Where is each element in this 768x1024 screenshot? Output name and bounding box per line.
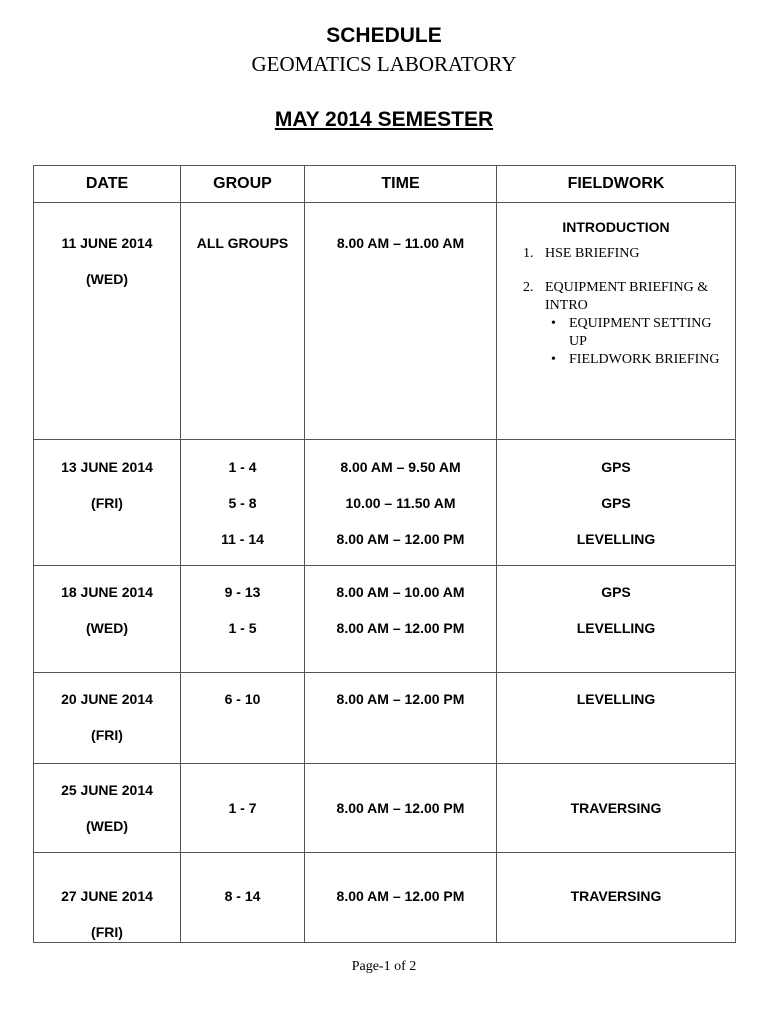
date-text: 11 JUNE 2014 — [61, 235, 153, 251]
time-cell — [305, 203, 497, 440]
fieldwork-text: TRAVERSING — [570, 888, 662, 904]
fieldwork-cell — [497, 673, 736, 764]
header-time: TIME — [305, 166, 497, 203]
header-group: GROUP — [181, 166, 305, 203]
sub-list-item-text: EQUIPMENT SETTING UP — [569, 316, 712, 349]
group-text: ALL GROUPS — [196, 235, 289, 251]
bullet-icon: • — [551, 316, 556, 331]
sub-list-item-text: FIELDWORK BRIEFING — [569, 352, 720, 367]
time-cell — [305, 764, 497, 853]
group-cell — [181, 764, 305, 853]
time-text: 8.00 AM – 12.00 PM — [336, 800, 465, 816]
list-item — [523, 279, 729, 315]
list-number: 2. — [523, 280, 534, 295]
list-number: 1. — [523, 246, 534, 261]
group-cell — [181, 673, 305, 764]
group-text: 9 - 13 — [224, 584, 261, 600]
table-row — [34, 673, 736, 764]
time-text: 8.00 AM – 12.00 PM — [336, 620, 465, 636]
semester-heading — [0, 108, 768, 132]
fieldwork-cell — [497, 566, 736, 673]
schedule-table — [33, 165, 736, 943]
fieldwork-cell — [497, 203, 736, 440]
table-row — [34, 566, 736, 673]
date-text: 20 JUNE 2014 — [61, 691, 153, 707]
list-item — [523, 245, 729, 263]
date-cell — [34, 440, 181, 566]
fieldwork-list — [523, 245, 729, 369]
fieldwork-cell — [497, 440, 736, 566]
fieldwork-cell — [497, 764, 736, 853]
time-cell — [305, 853, 497, 943]
time-cell — [305, 566, 497, 673]
group-text: 1 - 5 — [228, 620, 257, 636]
group-cell — [181, 566, 305, 673]
day-text: (FRI) — [91, 495, 123, 511]
time-cell — [305, 440, 497, 566]
day-text: (FRI) — [91, 727, 123, 743]
fieldwork-text: GPS — [601, 584, 631, 600]
sub-list-item — [523, 351, 729, 369]
table-row — [34, 764, 736, 853]
time-cell — [305, 673, 497, 764]
date-cell — [34, 764, 181, 853]
date-cell — [34, 566, 181, 673]
list-item-text: HSE BRIEFING — [545, 246, 640, 261]
time-text: 8.00 AM – 10.00 AM — [336, 584, 465, 600]
list-item-text: EQUIPMENT BRIEFING & INTRO — [545, 280, 709, 313]
day-text: (WED) — [86, 271, 128, 287]
time-text: 10.00 – 11.50 AM — [345, 495, 456, 511]
date-text: 27 JUNE 2014 — [61, 888, 153, 904]
semester-heading-text: MAY 2014 SEMESTER — [274, 108, 494, 131]
group-text: 1 - 4 — [228, 459, 257, 475]
header-fieldwork: FIELDWORK — [497, 166, 736, 203]
group-cell — [181, 203, 305, 440]
group-text: 11 - 14 — [221, 531, 264, 547]
time-text: 8.00 AM – 12.00 PM — [336, 531, 465, 547]
fieldwork-text: LEVELLING — [576, 620, 656, 636]
group-cell — [181, 440, 305, 566]
time-text: 8.00 AM – 9.50 AM — [340, 459, 461, 475]
time-text: 8.00 AM – 12.00 PM — [336, 888, 465, 904]
date-cell — [34, 853, 181, 943]
fieldwork-text: GPS — [601, 495, 631, 511]
fieldwork-text: LEVELLING — [576, 531, 656, 547]
date-cell — [34, 673, 181, 764]
fieldwork-text: LEVELLING — [576, 691, 656, 707]
page-footer: Page-1 of 2 — [351, 959, 417, 974]
table-row — [34, 440, 736, 566]
table-header-row — [34, 166, 736, 203]
fieldwork-text: TRAVERSING — [570, 800, 662, 816]
table-row — [34, 853, 736, 943]
header-date: DATE — [34, 166, 181, 203]
time-text: 8.00 AM – 11.00 AM — [336, 235, 465, 251]
table-row — [34, 203, 736, 440]
group-text: 8 - 14 — [224, 888, 261, 904]
group-text: 5 - 8 — [228, 495, 257, 511]
group-cell — [181, 853, 305, 943]
date-text: 25 JUNE 2014 — [61, 782, 153, 798]
sub-list-item — [523, 315, 729, 351]
group-text: 6 - 10 — [224, 691, 261, 707]
time-text: 8.00 AM – 12.00 PM — [336, 691, 465, 707]
day-text: (WED) — [86, 620, 128, 636]
day-text: (WED) — [86, 818, 128, 834]
fieldwork-text: GPS — [601, 459, 631, 475]
fieldwork-cell — [497, 853, 736, 943]
page-subtitle: GEOMATICS LABORATORY — [251, 52, 517, 76]
fieldwork-title: INTRODUCTION — [562, 219, 670, 235]
date-cell — [34, 203, 181, 440]
group-text: 1 - 7 — [228, 800, 257, 816]
date-text: 13 JUNE 2014 — [61, 459, 153, 475]
date-text: 18 JUNE 2014 — [61, 584, 153, 600]
day-text: (FRI) — [91, 924, 123, 940]
bullet-icon: • — [551, 352, 556, 367]
page-title: SCHEDULE — [326, 24, 442, 47]
